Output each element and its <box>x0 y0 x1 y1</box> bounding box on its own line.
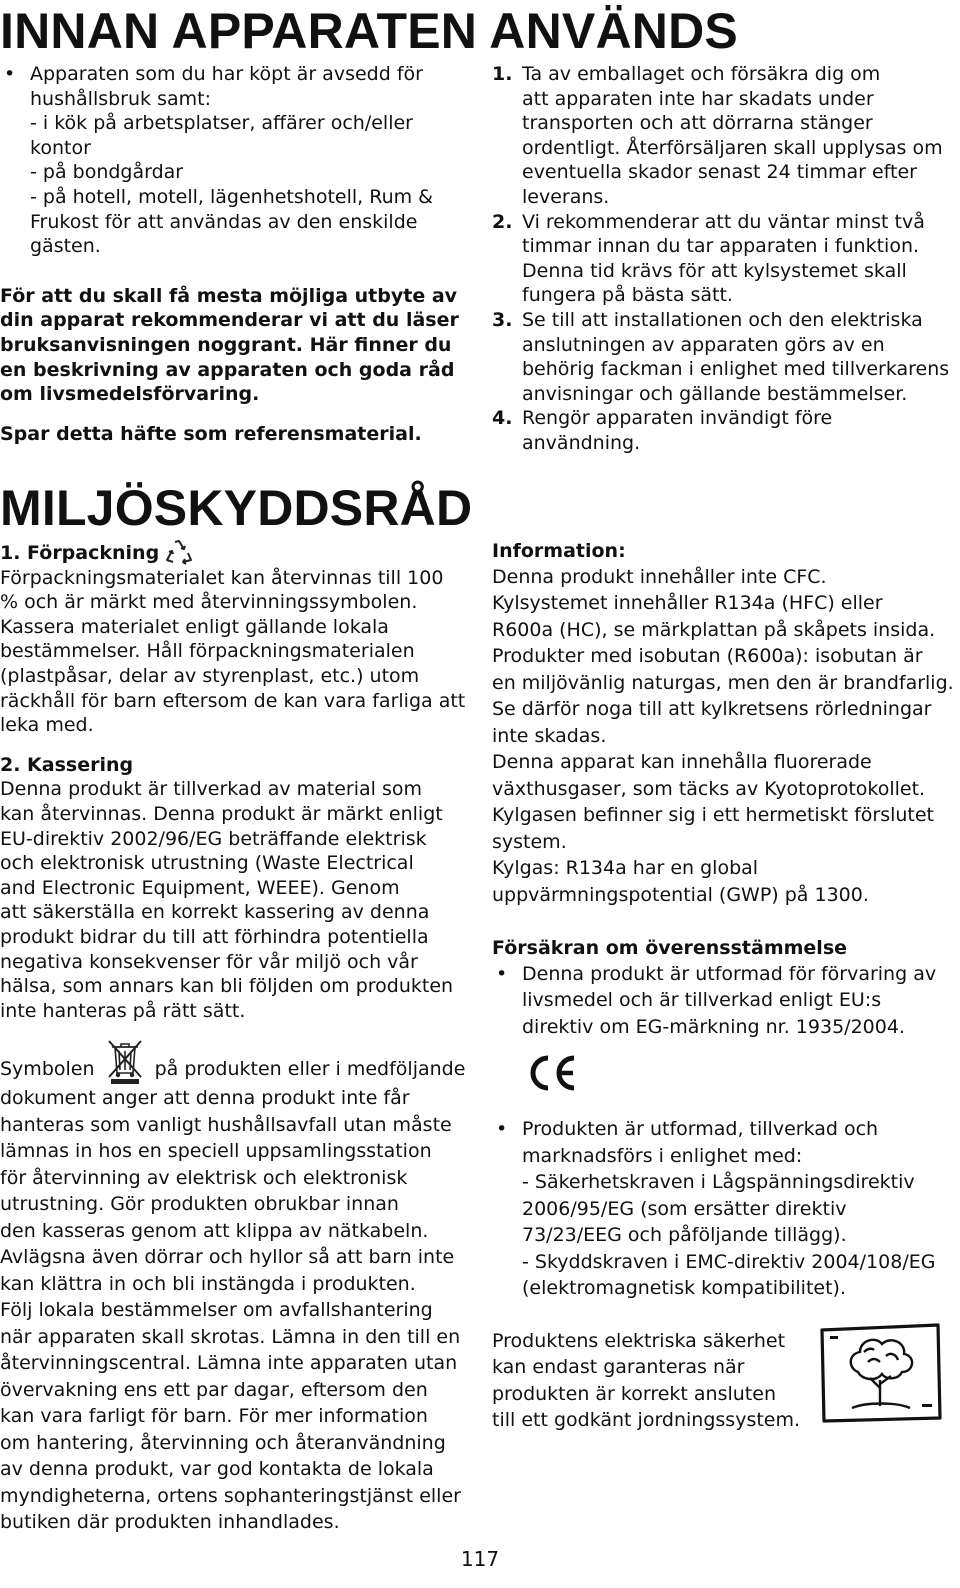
information-title: Information: <box>492 540 626 562</box>
sub-item-hotel: - på hotell, motell, lägenhetshotell, Rum & Frukost för att användas av den enskilde gästen. <box>30 185 433 258</box>
conformity-bullet-directives: • Produkten är utformad, tillverkad och marknadsförs i enlighet med: - Säkerhetskraven i Lågspänningsdirektiv 2006/95/EG (som ersätter direktiv 73/23/EEG och påföljande tillägg). - Skyddskraven i EMC-direktiv 2004/108/EG (elektromagnetisk kompatibilitet). <box>492 1116 954 1302</box>
step-4: 4. Rengör apparaten invändigt före användning. <box>492 407 833 454</box>
ce-mark-icon <box>522 1052 582 1094</box>
packaging-title: 1. Förpackning <box>0 539 470 566</box>
environment-right <box>492 539 954 1434</box>
step-1: 1. Ta av emballaget och försäkra dig om att apparaten inte har skadats under transporten och att dörrarna stänger ordentligt. Återförsäljaren skall upplysas om eventuella skador senast 24 timmar efter leverans. <box>492 63 943 208</box>
steps-section <box>492 62 954 456</box>
disposal-title: 2. Kassering <box>0 753 134 776</box>
packaging-text: Förpackningsmaterialet kan återvinnas till 100 % och är märkt med återvinningssymbolen. Kassera materialet enligt gällande lokala bestämmelser. Håll förpackningsmaterialen (plastpåsar, delar av styrenplast, etc.) utom räckhåll för barn eftersom de kan vara farliga att leka med. <box>0 566 466 737</box>
environment-left <box>0 539 470 1536</box>
intro-sub-list <box>30 111 470 259</box>
disposal-text: Denna produkt är tillverkad av material som kan återvinnas. Denna produkt är märkt enligt EU-direktiv 2002/96/EG beträffande elektrisk och elektronisk utrustning (Waste Electrical and Electronic Equipment, WEEE). Genom att säkerställa en korrekt kassering av denna produkt bidrar du till att förhindra potentiella negativa konsekvenser för vår miljö och vår hälsa, som annars kan bli följden om produkten inte hanteras på rätt sätt. <box>0 778 454 1022</box>
tree-earth-logo-icon <box>818 1322 944 1424</box>
weee-symbol-paragraph: Symbolen på produkten eller i medföljande dokument anger att denna produkt inte får hanteras som vanligt hushållsavfall utan måste lämnas in hos en speciell uppsamlingsstation för återvinning av elektrisk och elektronisk utrustning. Gör produkten obrukbar innan den kasseras genom att klippa av nätkabeln. Avlägsna även dörrar och hyllor så att barn inte kan klättra in och bli instängda i produkten. Följ lokala bestämmelser om avfallshantering när apparaten skall skrotas. Lämna in den till en återvinningscentral. Lämna inte apparaten utan övervakning ens ett par dagar, eftersom den kan vara farligt för barn. För mer information om hantering, återvinning och återanvändning av denna produkt, var god kontakta de lokala myndigheterna, ortens sophanteringstjänst eller butiken där produkten inhandlades. <box>0 1037 470 1536</box>
recycle-icon <box>165 539 193 565</box>
intro-bullets <box>0 62 470 259</box>
step-2: 2. Vi rekommenderar att du väntar minst två timmar innan du tar apparaten i funktion. Denna tid krävs för att kylsystemet skall fungera på bästa sätt. <box>492 210 925 307</box>
directive-low-voltage: - Säkerhetskraven i Lågspänningsdirektiv 2006/95/EG (som ersätter direktiv 73/23/EEG och påföljande tillägg). <box>522 1171 915 1247</box>
sub-item-farm: - på bondgårdar <box>30 161 184 184</box>
step-3: 3. Se till att installationen och den elektriska anslutningen av apparaten görs av en behörig fackman i enlighet med tillverkarens anvisningar och gällande bestämmelser. <box>492 308 950 405</box>
page-number: 117 <box>460 1547 500 1571</box>
steps-list <box>492 62 954 456</box>
directive-sub-list <box>522 1169 954 1302</box>
save-note: Spar detta häfte som referensmaterial. <box>0 422 422 445</box>
weee-bin-icon <box>103 1037 147 1085</box>
heading-before-use: INNAN APPARATEN ANVÄNDS <box>0 3 738 59</box>
conformity-title: Försäkran om överensstämmelse <box>492 937 848 960</box>
sub-item-kitchen: - i kök på arbetsplatser, affärer och/eller kontor <box>30 112 413 159</box>
conformity-bullet-food: • Denna produkt är utformad för förvaring av livsmedel och är tillverkad enligt EU:s direktiv om EG-märkning nr. 1935/2004. <box>492 961 954 1041</box>
intro-bullet: • Apparaten som du har köpt är avsedd för hushållsbruk samt: - i kök på arbetsplatser, affärer och/eller kontor - på bondgårdar - på hotell, motell, lägenhetshotell, Rum & Frukost för att användas av den enskilde gästen. <box>0 62 470 259</box>
conformity-bullets <box>492 961 954 1041</box>
heading-environment: MILJÖSKYDDSRÅD <box>0 480 473 536</box>
conformity-bullets-2 <box>492 1116 954 1302</box>
electrical-safety-text: Produktens elektriska säkerhet kan endast garanteras när produkten är korrekt ansluten till ett godkänt jordningssystem. <box>492 1329 801 1432</box>
information-text: Denna produkt innehåller inte CFC. Kylsystemet innehåller R134a (HFC) eller R600a (HC), se märkplattan på skåpets insida. Produkter med isobutan (R600a): isobutan är en miljövänlig naturgas, men den är brandfarlig. Se därför noga till att kylkretsens rörledningar inte skadas. Denna apparat kan innehålla fluorerade växthusgaser, som täcks av Kyotoprotokollet. Kylgasen befinner sig i ett hermetiskt förslutet system. Kylgas: R134a har en global uppvärmningspotential (GWP) på 1300. <box>492 565 954 906</box>
intro-section <box>0 62 470 446</box>
directive-emc: - Skyddskraven i EMC-direktiv 2004/108/EG (elektromagnetisk kompatibilitet). <box>522 1250 936 1300</box>
intro-advice: För att du skall få mesta möjliga utbyte av din apparat rekommenderar vi att du läser bruksanvisningen noggrant. Här finner du en beskrivning av apparaten och goda råd om livsmedelsförvaring. <box>0 284 459 406</box>
